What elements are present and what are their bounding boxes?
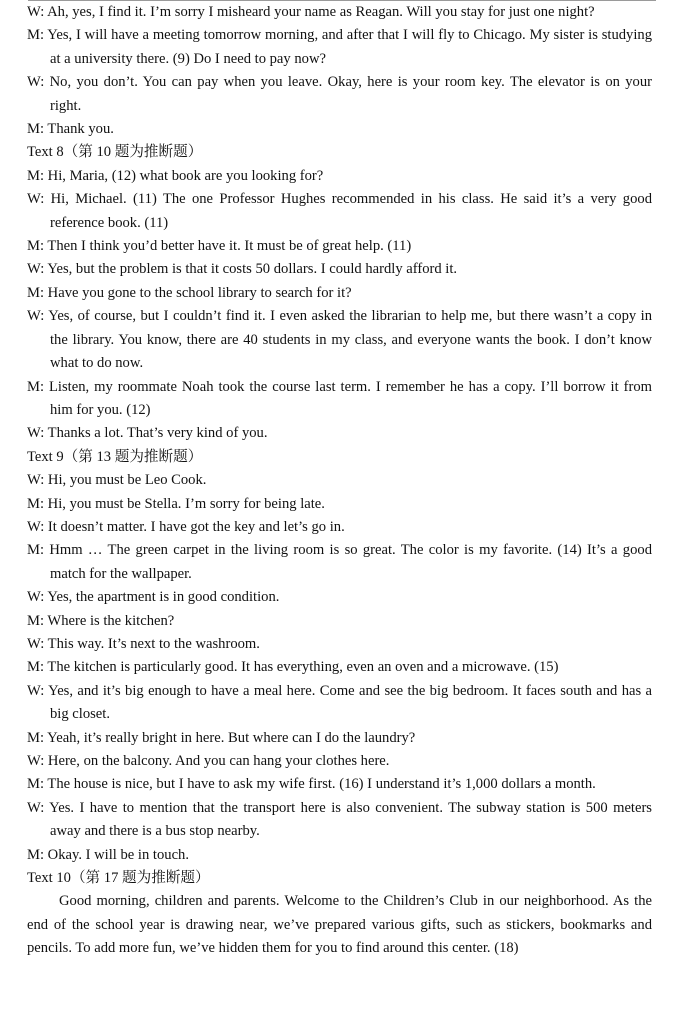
section-heading: Text 9（第 13 题为推断题） bbox=[27, 448, 203, 465]
dialog-line: W: It doesn’t matter. I have got the key and let’s go in. bbox=[27, 518, 345, 535]
dialog-line: W: Yes, but the problem is that it costs 50 dollars. I could hardly afford it. bbox=[27, 261, 458, 278]
dialog-line: M: Have you gone to the school library to search for it? bbox=[27, 284, 352, 301]
dialog-line: M: The house is nice, but I have to ask my wife first. (16) I understand it’s 1,000 dollars a month. bbox=[27, 776, 596, 793]
dialog-line: M: Where is the kitchen? bbox=[27, 612, 175, 629]
section-heading: Text 10（第 17 题为推断题） bbox=[27, 870, 210, 887]
dialog-line: M: Hmm … The green carpet in the living room is so great. The color is my favorite. (14) It’s a good match for the wallpaper. bbox=[27, 542, 652, 582]
dialog-line: W: Hi, Michael. (11) The one Professor Hughes recommended in his class. He said it’s a very good reference book. (11) bbox=[27, 191, 652, 231]
dialog-line: W: Here, on the balcony. And you can hang your clothes here. bbox=[27, 753, 390, 769]
dialog-line: M: Okay. I will be in touch. bbox=[27, 846, 189, 863]
dialog-line: W: Thanks a lot. That’s very kind of you. bbox=[27, 425, 268, 442]
dialog-line: M: Hi, you must be Stella. I’m sorry for being late. bbox=[27, 495, 325, 512]
dialog-line: M: Then I think you’d better have it. It must be of great help. (11) bbox=[27, 238, 412, 255]
dialog-line: M: Hi, Maria, (12) what book are you looking for? bbox=[27, 167, 324, 184]
dialog-line: M: Listen, my roommate Noah took the course last term. I remember he has a copy. I’ll borrow it from him for you. (12) bbox=[27, 378, 652, 418]
dialog-line: M: Yeah, it’s really bright in here. But where can I do the laundry? bbox=[27, 729, 416, 746]
dialog-line: M: The kitchen is particularly good. It has everything, even an oven and a microwave. (15) bbox=[27, 659, 559, 676]
dialog-line: W: Ah, yes, I find it. I’m sorry I misheard your name as Reagan. Will you stay for just one night? bbox=[27, 4, 595, 20]
dialog-line: W: Hi, you must be Leo Cook. bbox=[27, 472, 207, 489]
transcript-body bbox=[27, 1, 652, 961]
dialog-line: W: Yes, of course, but I couldn’t find it. I even asked the librarian to help me, but there wasn’t a copy in the library. You know, there are 40 students in my class, and everyone wants the book. I don’t know what to do now. bbox=[27, 308, 652, 372]
dialog-line: M: Thank you. bbox=[27, 121, 114, 138]
dialog-line: W: Yes, the apartment is in good condition. bbox=[27, 589, 280, 606]
dialog-line: W: This way. It’s next to the washroom. bbox=[27, 635, 260, 652]
dialog-line: W: Yes, and it’s big enough to have a meal here. Come and see the big bedroom. It faces south and has a big closet. bbox=[27, 682, 652, 723]
dialog-line: W: Yes. I have to mention that the transport here is also convenient. The subway station is 500 meters away and there is a bus stop nearby. bbox=[27, 799, 652, 840]
monologue-paragraph: Good morning, children and parents. Welcome to the Children’s Club in our neighborhood. As the end of the school year is drawing near, we’ve prepared various gifts, such as stickers, bookmarks and pencils. To add more fun, we’ve hidden them for you to find around this center. (18) bbox=[27, 893, 652, 957]
section-heading: Text 8（第 10 题为推断题） bbox=[27, 144, 203, 161]
dialog-line: W: No, you don’t. You can pay when you leave. Okay, here is your room key. The elevator is on your right. bbox=[27, 74, 652, 114]
dialog-line: M: Yes, I will have a meeting tomorrow morning, and after that I will fly to Chicago. My sister is studying at a university there. (9) Do I need to pay now? bbox=[27, 27, 652, 67]
